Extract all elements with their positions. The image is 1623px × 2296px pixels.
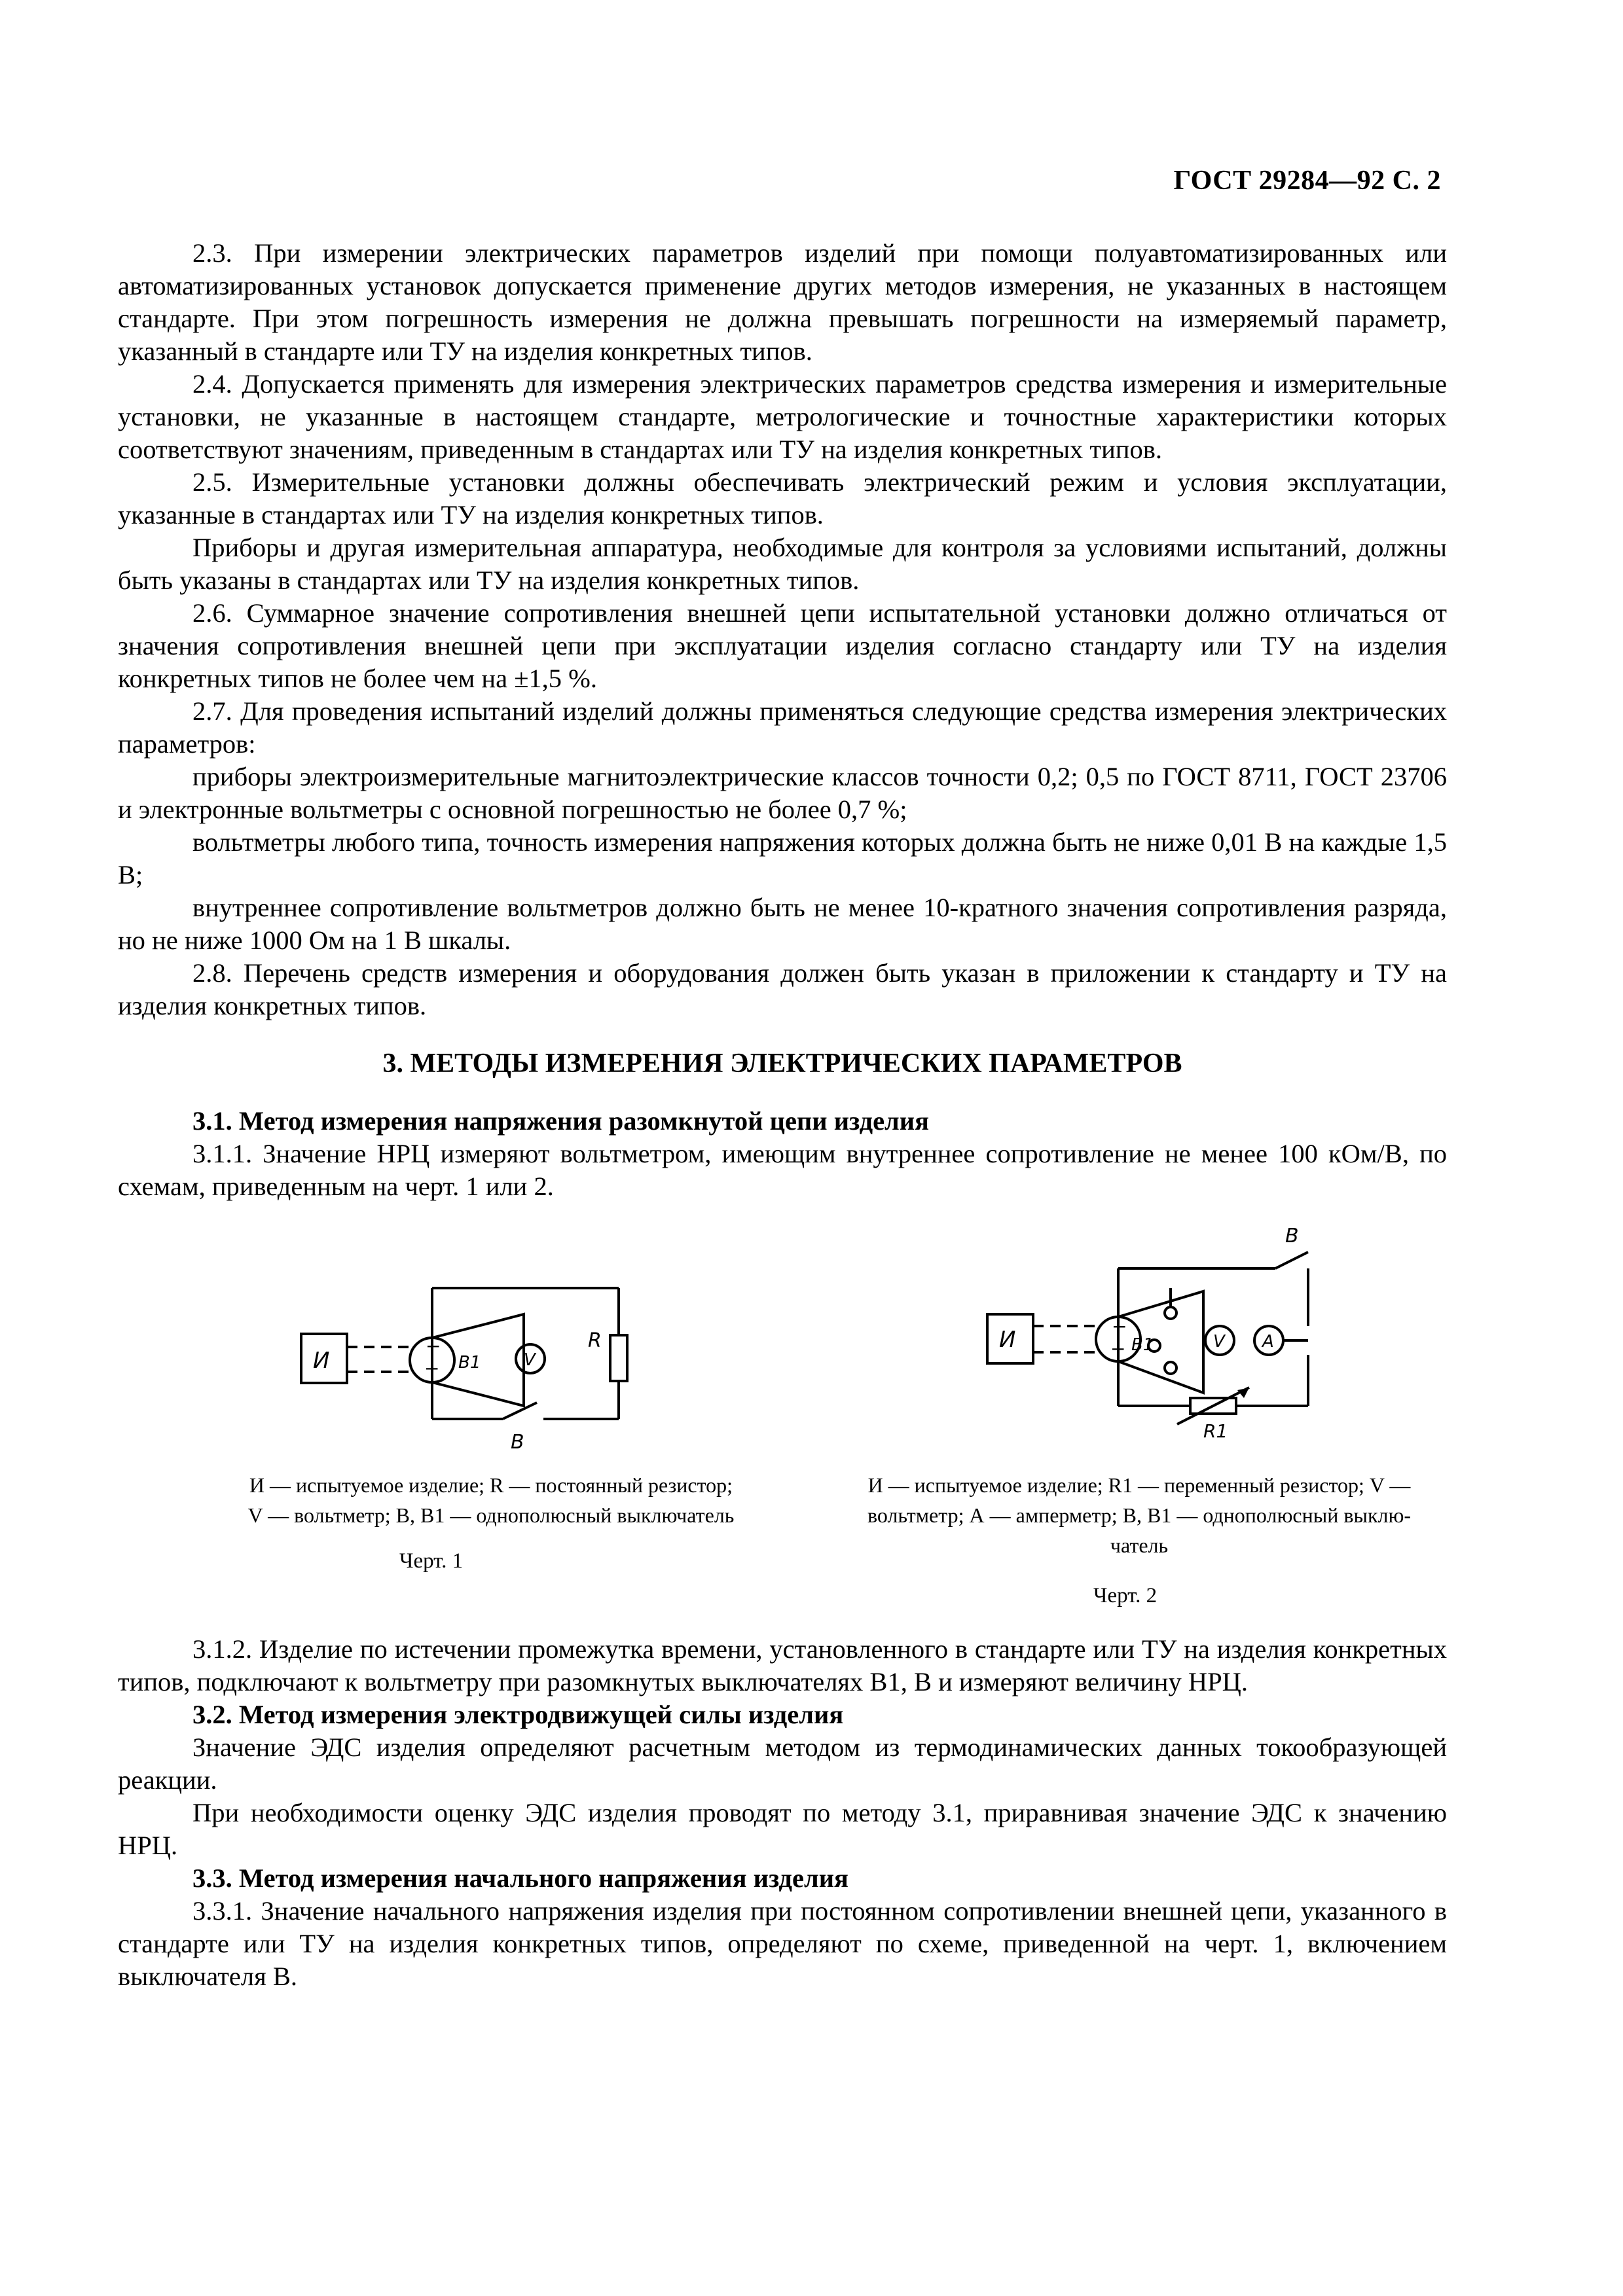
figure-1-caption-line-1: И — испытуемое изделие; R — постоянный резистор;: [249, 1473, 733, 1497]
paragraph-2-8: 2.8. Перечень средств измерения и оборудования должен быть указан в приложении к стандарту и ТУ на изделия конкретных типов.: [118, 958, 1447, 1020]
paragraph-2-7: 2.7. Для проведения испытаний изделий должны применяться следующие средства измерения электрических параметров:: [118, 696, 1447, 759]
figure-2-caption: [812, 1470, 1467, 1560]
paragraph-3-1-2: 3.1.2. Изделие по истечении промежутка времени, установленного в стандарте или ТУ на изделия конкретных типов, подключают к вольтметру при разомкнутых выключателях В1, В и измеряют величину НРЦ.: [118, 1634, 1447, 1696]
fig2-label-plus: +: [1110, 1338, 1126, 1359]
fig1-label-b1: В1: [458, 1353, 481, 1372]
fig1-label-r: R: [588, 1329, 602, 1352]
paragraph-2-7-b: вольтметры любого типа, точность измерения напряжения которых должна быть не ниже 0,01 В на каждые 1,5 В;: [118, 827, 1447, 889]
figure-2-caption-line-2: вольтметр; А — амперметр; В, В1 — однополюсный выклю-: [867, 1503, 1412, 1527]
paragraph-2-4: 2.4. Допускается применять для измерения электрических параметров средства измерения и измерительные установки, не указанные в настоящем стандарте, метрологические и точностные характеристики которых соответствуют значениям, приведенным в стандартах или ТУ на изделия конкретных типов.: [118, 369, 1447, 464]
paragraph-3-2-b: При необходимости оценку ЭДС изделия проводят по методу 3.1, приравнивая значение ЭДС к значению НРЦ.: [118, 1798, 1447, 1860]
paragraph-2-7-a: приборы электроизмерительные магнитоэлектрические классов точности 0,2; 0,5 по ГОСТ 8711, ГОСТ 23706 и электронные вольтметры с основной погрешностью не более 0,7 %;: [118, 762, 1447, 824]
paragraph-3-3-1: 3.3.1. Значение начального напряжения изделия при постоянном сопротивлении внешней цепи, указанного в стандарте или ТУ на изделия конкретных типов, определяют по схеме, приведенной на черт. 1, включением выключателя В.: [118, 1896, 1447, 1991]
paragraph-2-5: 2.5. Измерительные установки должны обеспечивать электрический режим и условия эксплуатации, указанные в стандартах или ТУ на изделия конкретных типов.: [118, 467, 1447, 529]
fig1-label-item: И: [313, 1348, 330, 1374]
fig1-label-v: V: [524, 1350, 536, 1370]
subheading-3-2: 3.2. Метод измерения электродвижущей силы изделия: [192, 1700, 844, 1729]
figure-2-number: Черт. 2: [1093, 1584, 1158, 1607]
fig2-label-minus: −: [1112, 1316, 1127, 1337]
paragraph-3-2-a: Значение ЭДС изделия определяют расчетным методом из термодинамических данных токообразующей реакции.: [118, 1732, 1447, 1795]
subheading-3-3: 3.3. Метод измерения начального напряжения изделия: [192, 1863, 848, 1893]
fig2-contact-2: [1165, 1307, 1176, 1319]
fig2-label-a: A: [1262, 1332, 1274, 1352]
figure-1-caption-line-2: V — вольтметр; В, В1 — однополюсный выключатель: [247, 1503, 735, 1527]
paragraph-3-1-1: 3.1.1. Значение НРЦ измеряют вольтметром, имеющим внутреннее сопротивление не менее 100 кОм/В, по схемам, приведенным на черт. 1 или 2.: [118, 1139, 1447, 1201]
paragraph-2-6: 2.6. Суммарное значение сопротивления внешней цепи испытательной установки должно отличаться от значения сопротивления внешней цепи при эксплуатации изделия согласно стандарту или ТУ на изделия конкретных типов не более чем на ±1,5 %.: [118, 598, 1447, 693]
figures-area: [118, 1216, 1447, 1619]
paragraph-2-3: 2.3. При измерении электрических параметров изделий при помощи полуавтоматизированных или автоматизированных установок допускается применение других методов измерения, не указанных в настоящем стандарте. При этом погрешность измерения не должна превышать погрешности на измеряемый параметр, указанный в стандарте или ТУ на изделия конкретных типов.: [118, 238, 1447, 366]
fig1-resistor: [610, 1335, 627, 1381]
fig2-label-v: V: [1213, 1332, 1225, 1352]
fig2-label-item: И: [999, 1327, 1016, 1353]
subheading-3-1: 3.1. Метод измерения напряжения разомкнутой цепи изделия: [192, 1106, 930, 1136]
paragraph-2-7-c: внутреннее сопротивление вольтметров должно быть не менее 10-кратного значения сопротивления разряда, но не ниже 1000 Ом на 1 В шкалы.: [118, 893, 1447, 955]
figure-2-schematic: [981, 1216, 1452, 1452]
fig1-label-plus: +: [424, 1357, 440, 1379]
fig2-label-b: В: [1285, 1225, 1299, 1247]
fig1-label-minus: −: [426, 1335, 441, 1357]
figure-2-caption-line-3: чатель: [1110, 1534, 1169, 1557]
fig1-label-b: В: [511, 1431, 524, 1452]
figure-2-caption-line-1: И — испытуемое изделие; R1 — переменный резистор; V —: [867, 1473, 1411, 1497]
fig2-label-r1: R1: [1203, 1420, 1228, 1442]
figure-1-number: Черт. 1: [399, 1549, 464, 1573]
body-text: [118, 237, 1447, 1993]
page-header: ГОСТ 29284—92 С. 2: [1173, 166, 1441, 196]
paragraph-2-5-b: Приборы и другая измерительная аппаратура, необходимые для контроля за условиями испытаний, должны быть указаны в стандартах или ТУ на изделия конкретных типов.: [118, 533, 1447, 595]
fig2-contact-3: [1165, 1362, 1176, 1374]
section-3-title: 3. МЕТОДЫ ИЗМЕРЕНИЯ ЭЛЕКТРИЧЕСКИХ ПАРАМЕТРОВ: [382, 1049, 1182, 1079]
figure-1-caption: [164, 1470, 818, 1530]
figure-1-schematic: [295, 1262, 766, 1452]
fig2-label-b1: В1: [1131, 1335, 1154, 1355]
